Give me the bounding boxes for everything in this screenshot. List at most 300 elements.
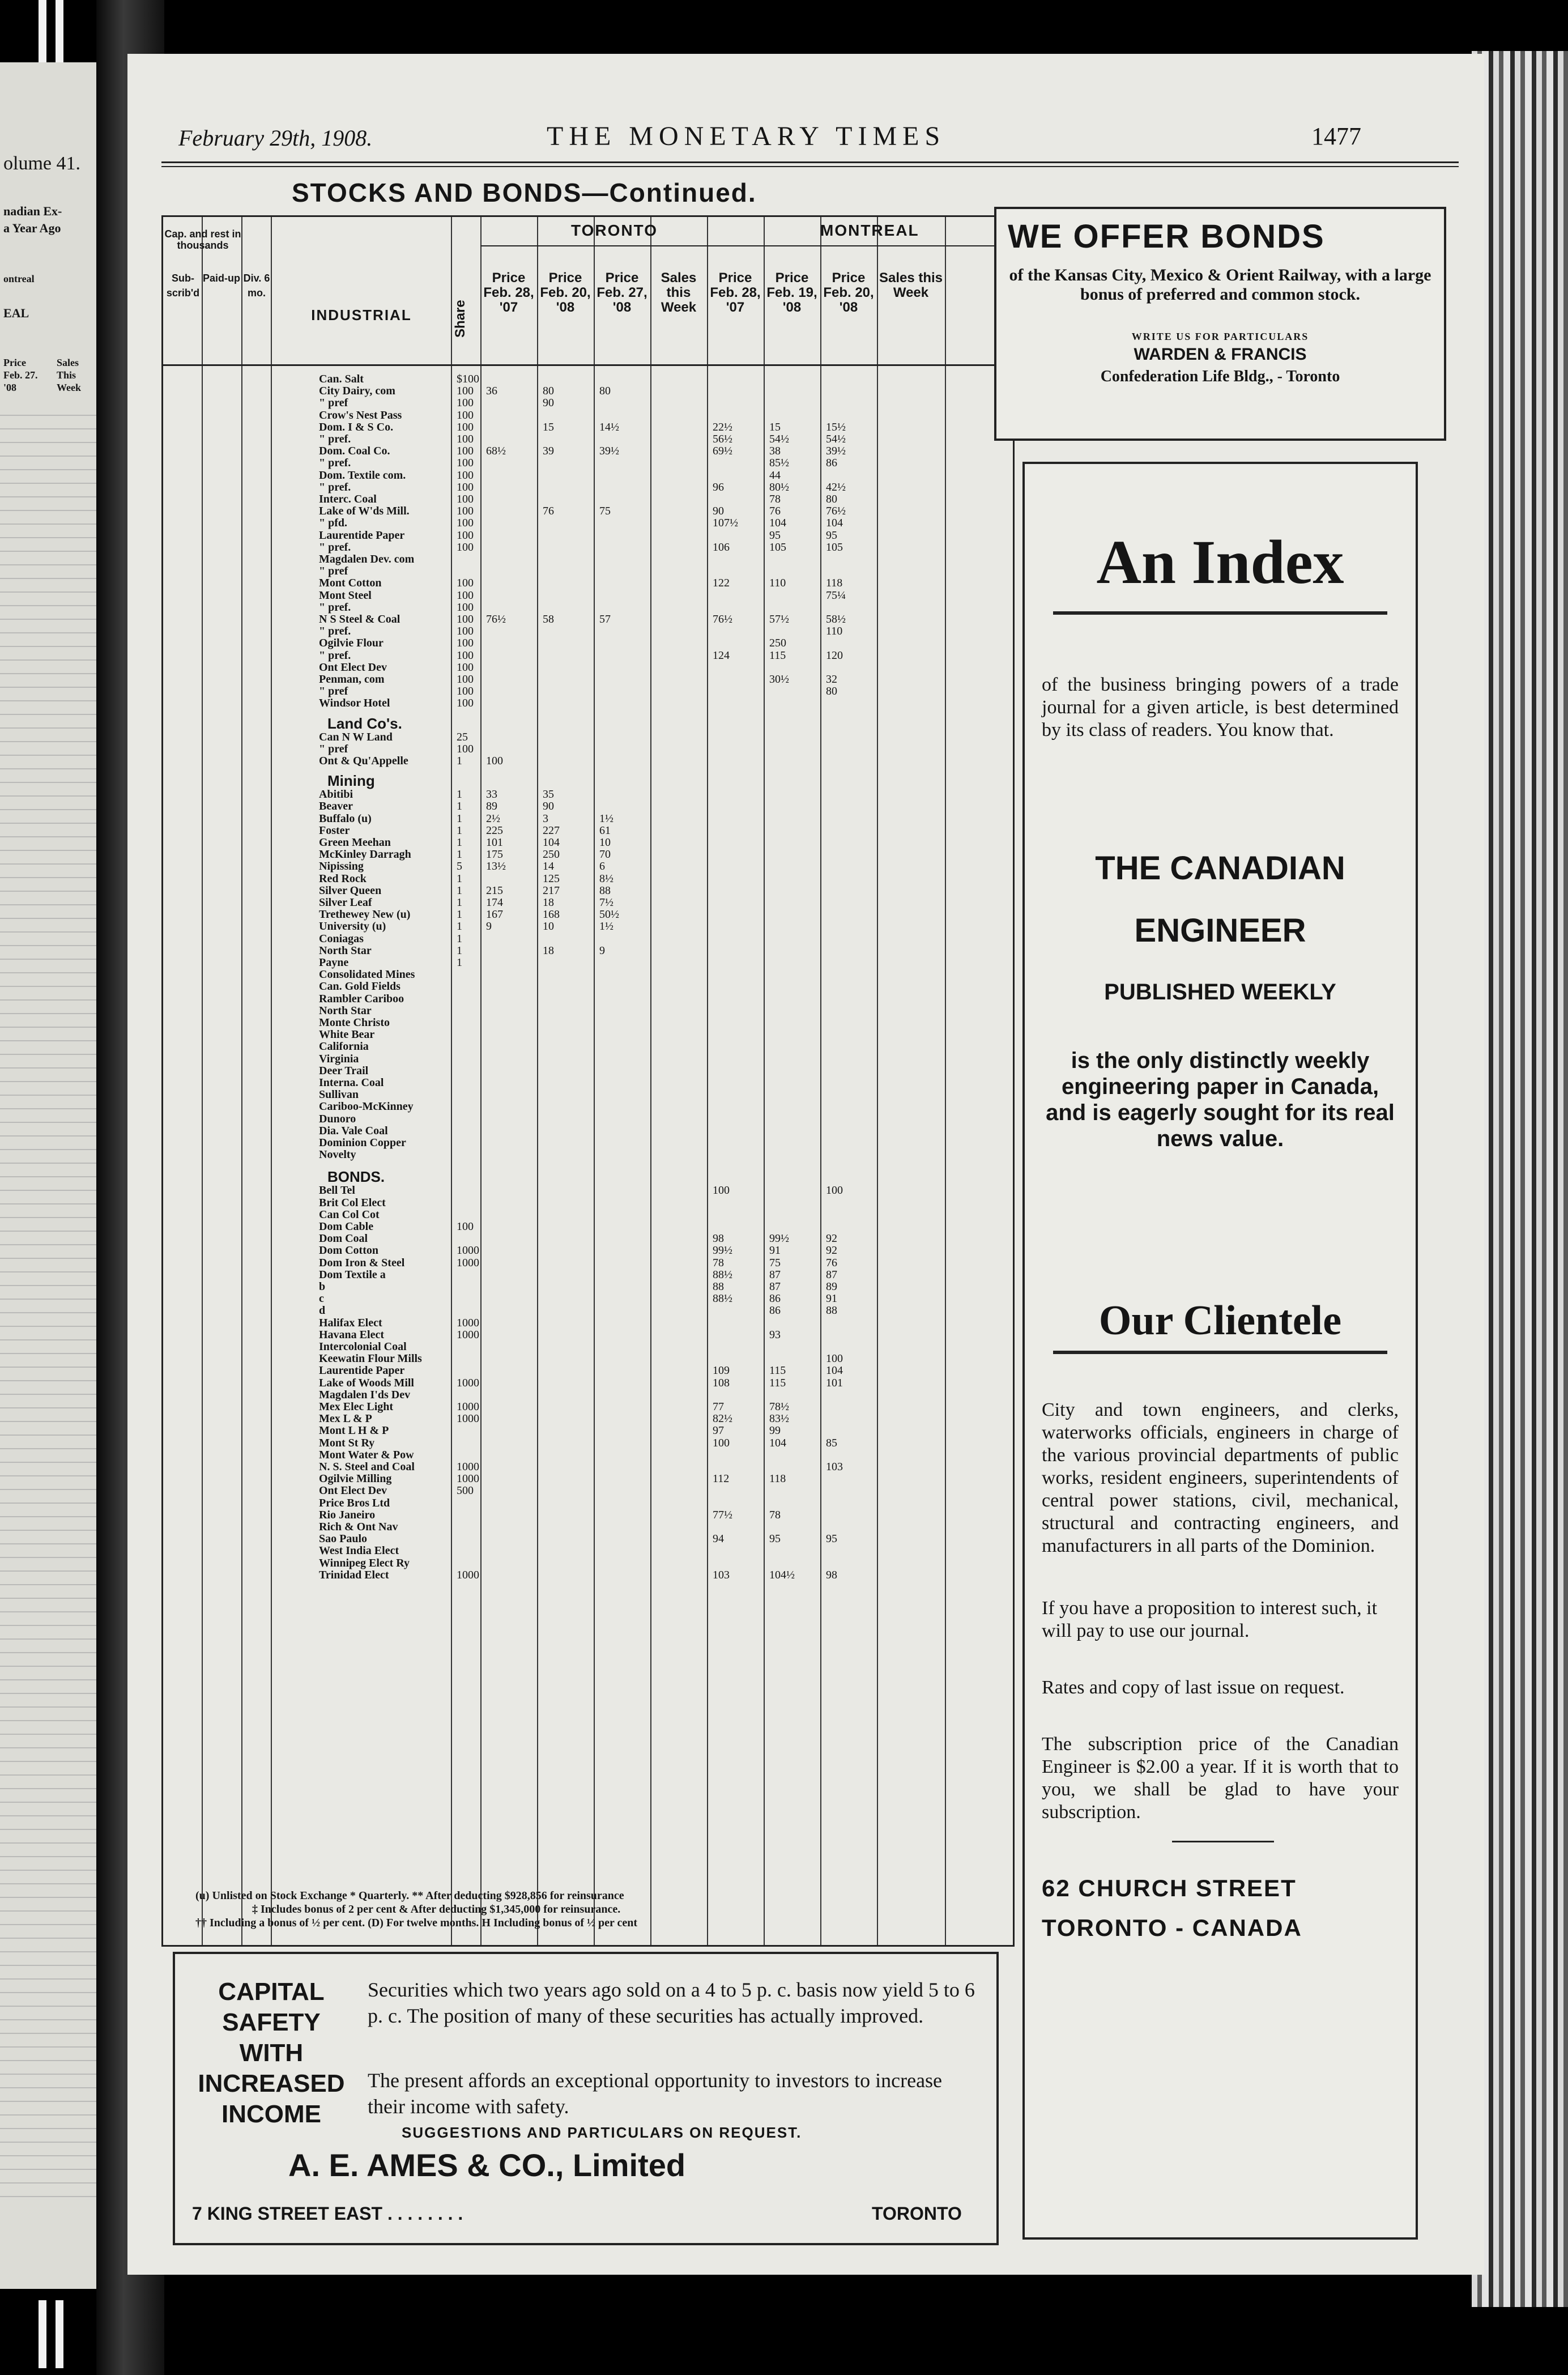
security-name: Interna. Coal [319,1076,384,1089]
price-m3: 54½ [826,433,846,445]
price-t3: 1½ [599,920,613,933]
table-row [163,1437,1013,1449]
engineer-ad-proposition: If you have a proposition to interest such, it will pay to use our journal. [1042,1598,1378,1641]
price-m2: 44 [769,469,781,482]
binding-mark [39,0,46,68]
price-t1: 175 [486,848,503,861]
table-row [163,493,1013,505]
ames-title-line: WITH [239,2039,304,2067]
table-row [163,541,1013,554]
price-t3: 75 [599,505,611,518]
price-t2: 125 [543,872,560,885]
price-t2: 35 [543,788,554,801]
price-m3: 58½ [826,613,846,625]
share-value: 1 [457,908,462,921]
share-value: 100 [457,433,474,445]
price-m1: 90 [713,505,724,518]
share-value: 100 [457,408,474,422]
share-value: 100 [457,577,474,590]
price-m3: 32 [826,673,837,686]
price-t1: 9 [486,920,492,933]
security-name: Dom. I & S Co. [319,420,394,433]
share-value: 100 [457,517,474,530]
table-row [163,872,1013,885]
table-row [163,1040,1013,1053]
table-row [163,1424,1013,1437]
share-value: 1 [457,872,462,885]
rule [1172,1841,1274,1842]
table-row [163,1028,1013,1041]
table-row [163,469,1013,482]
price-m1: 78 [713,1256,724,1269]
price-m2: 104½ [769,1568,795,1581]
price-m3: 100 [826,1352,843,1365]
security-name: Interc. Coal [319,493,377,505]
table-row [163,1076,1013,1089]
price-t3: 9 [599,944,605,957]
left-page-heading: EAL [3,306,29,320]
price-t3: 61 [599,824,611,837]
table-row [163,1484,1013,1497]
price-m3: 120 [826,649,843,662]
price-m1: 77½ [713,1508,732,1521]
price-t3: 14½ [599,420,619,433]
price-m2: 83½ [769,1412,789,1425]
table-row [163,1016,1013,1029]
ames-ad-title [198,1977,345,2130]
table-section-heading: Mining [327,772,375,790]
share-value: 100 [457,493,474,505]
price-m1: 108 [713,1376,730,1389]
security-name: " pref [319,397,348,410]
security-name: Green Meehan [319,836,391,849]
ames-ad-paragraph: Securities which two years ago sold on a 4 to 5 p. c. basis now yield 5 to 6 p. c. The position of many of these securities has actually improved. [368,1978,975,2027]
montreal-group-header: MONTREAL [820,222,919,239]
col-header-industrial: INDUSTRIAL [311,307,412,324]
col-header-toronto-1: Price Feb. 28, '07 [483,270,534,315]
security-name: Lake of Woods Mill [319,1376,414,1389]
security-name: Ont Elect Dev [319,1484,387,1497]
col-header-montreal-3: Price Feb. 20, '08 [823,270,874,315]
left-page-table-lines [0,402,99,2198]
price-m3: 89 [826,1280,837,1293]
engineer-ad-intro: of the business bringing powers of a trade journal for a given article, is best determined by its class of readers. You know that. [1042,674,1399,740]
table-row [163,993,1013,1005]
security-name: Rio Janeiro [319,1508,376,1521]
share-value: 1 [457,920,462,933]
security-name: Keewatin Flour Mills [319,1352,422,1365]
price-t2: 227 [543,824,560,837]
table-row [163,1569,1013,1581]
table-row [163,1364,1013,1377]
share-value: 1000 [457,1412,479,1425]
price-m1: 99½ [713,1244,732,1257]
price-m2: 54½ [769,433,789,445]
engineer-ad-weekly: PUBLISHED WEEKLY [1104,980,1336,1005]
table-row [163,1257,1013,1269]
warden-ad-small-print: WRITE US FOR PARTICULARS [1131,331,1309,342]
security-name: Buffalo (u) [319,812,372,825]
security-name: Windsor Hotel [319,697,390,710]
price-m1: 22½ [713,420,732,433]
table-row [163,1412,1013,1425]
engineer-ad-subscription: The subscription price of the Canadian Engineer is $2.00 a year. If it is worth that to you, we shall be glad to have your subscription. [1042,1734,1399,1823]
ames-ad-paragraph: The present affords an exceptional opportunity to investors to increase their income with safety. [368,2069,943,2118]
price-m3: 80 [826,493,837,505]
share-value: 1000 [457,1568,479,1581]
security-name: " pref. [319,433,351,445]
table-row [163,589,1013,602]
table-row [163,457,1013,469]
price-m2: 30½ [769,673,789,686]
price-t2: 58 [543,613,554,625]
table-row [163,1292,1013,1305]
table-row [163,1472,1013,1485]
price-m3: 98 [826,1568,837,1581]
header-bottom-rule [163,364,1013,366]
price-t3: 57 [599,613,611,625]
share-value: $100 [457,373,479,385]
price-m1: 96 [713,480,724,493]
security-name: " pref [319,565,348,578]
table-row [163,1125,1013,1137]
price-m3: 76 [826,1256,837,1269]
security-name: c [319,1292,324,1305]
security-name: West India Elect [319,1544,399,1557]
security-name: Brit Col Elect [319,1196,386,1209]
share-value: 100 [457,625,474,638]
price-m2: 99½ [769,1232,789,1245]
warden-ad-headline: WE OFFER BONDS [1008,218,1325,255]
table-row [163,836,1013,849]
security-name: Coniagas [319,932,364,945]
price-m3: 118 [826,577,843,590]
security-name: Laurentide Paper [319,1364,405,1377]
table-row [163,743,1013,755]
col-header-montreal-sales: Sales this Week [879,270,943,300]
security-name: Havana Elect [319,1328,384,1341]
price-t2: 18 [543,944,554,957]
table-row [163,1232,1013,1245]
newspaper-page [127,54,1484,2275]
security-name: Mont St Ry [319,1436,375,1449]
price-m3: 95 [826,529,837,542]
ames-advertisement [173,1952,999,2245]
security-name: Cariboo-McKinney [319,1100,414,1113]
price-t2: 80 [543,385,554,398]
security-name: Silver Leaf [319,896,372,909]
col-header-subscribed: Sub-scrib'd [166,273,200,299]
left-page-heading: a Year Ago [3,221,61,235]
stocks-section-title: STOCKS AND BONDS—Continued. [292,178,757,207]
price-t3: 39½ [599,445,619,458]
table-row [163,896,1013,909]
ames-title-line: CAPITAL [218,1978,325,2006]
share-value: 100 [457,469,474,482]
price-m2: 91 [769,1244,781,1257]
table-row [163,1244,1013,1257]
price-t1: 100 [486,755,503,767]
price-m1: 122 [713,577,730,590]
toronto-group-header: TORONTO [571,222,658,239]
price-m2: 95 [769,1533,781,1546]
price-m3: 110 [826,625,843,638]
security-name: " pref. [319,649,351,662]
table-row [163,1317,1013,1329]
price-m3: 42½ [826,480,846,493]
table-row [163,505,1013,517]
footnote: (u) Unlisted on Stock Exchange * Quarterly. ** After deducting $928,856 for reinsurance [195,1889,624,1902]
share-value: 1 [457,755,462,767]
price-m2: 78½ [769,1401,789,1413]
share-value: 1000 [457,1328,479,1341]
share-value: 100 [457,529,474,542]
price-t3: 7½ [599,896,613,909]
price-t3: 6 [599,860,605,873]
price-m3: 92 [826,1244,837,1257]
rule [1053,1351,1387,1354]
security-name: Ont & Qu'Appelle [319,755,408,767]
price-m3: 85 [826,1436,837,1449]
warden-ad-firm: WARDEN & FRANCIS [1134,345,1307,364]
table-row [163,812,1013,825]
table-row [163,625,1013,637]
price-m2: 80½ [769,480,789,493]
price-t2: 10 [543,920,554,933]
warden-ad-address: Confederation Life Bldg., - Toronto [1100,368,1340,385]
security-name: " pref [319,685,348,698]
security-name: Dom. Coal Co. [319,445,390,458]
security-name: University (u) [319,920,386,933]
security-name: b [319,1280,326,1293]
engineer-ad-address: 62 CHURCH STREET [1042,1875,1297,1901]
price-m2: 38 [769,445,781,458]
issue-date: February 29th, 1908. [178,125,373,151]
table-row [163,613,1013,625]
security-name: Mex L & P [319,1412,372,1425]
price-m2: 118 [769,1472,786,1486]
security-name: Nipissing [319,860,364,873]
price-m3: 100 [826,1184,843,1197]
security-name: Ogilvie Flour [319,637,384,650]
price-t3: 8½ [599,872,613,885]
share-value: 100 [457,697,474,710]
table-row [163,385,1013,397]
share-value: 100 [457,661,474,674]
price-m2: 87 [769,1268,781,1281]
engineer-ad-name: ENGINEER [1134,912,1306,949]
security-name: Dom Iron & Steel [319,1256,405,1269]
security-name: Dom. Textile com. [319,469,406,482]
table-section-heading: Land Co's. [327,714,402,732]
header-rule [161,161,1459,163]
ames-firm-name: A. E. AMES & CO., Limited [288,2147,686,2183]
table-row [163,529,1013,542]
price-m2: 104 [769,517,786,530]
col-header-share: Share [453,300,468,338]
table-row [163,1377,1013,1389]
table-row [163,1208,1013,1221]
share-value: 1000 [457,1401,479,1413]
table-row [163,1389,1013,1401]
share-value: 100 [457,613,474,625]
table-row [163,1197,1013,1209]
price-t2: 15 [543,420,554,433]
price-t1: 33 [486,788,497,801]
price-m2: 250 [769,637,786,650]
share-value: 1 [457,788,462,801]
clientele-text: City and town engineers, and clerks, waterworks officials, engineers in charge of the various provincial departments of public works, resident engineers, superintendents of central power stations, civil, mechanical, structural and contracting engineers, and manufacturers in all parts of the Dominion. [1042,1399,1399,1556]
table-row [163,1533,1013,1545]
table-row [163,933,1013,945]
ames-address: 7 KING STREET EAST . . . . . . . . [192,2203,463,2224]
share-value: 5 [457,860,462,873]
price-m3: 76½ [826,505,846,518]
price-t1: 36 [486,385,497,398]
left-page-col-label: This [57,369,76,381]
security-name: North Star [319,944,372,957]
ames-ad-request: SUGGESTIONS AND PARTICULARS ON REQUEST. [402,2124,802,2141]
clientele-title: Our Clientele [1098,1297,1342,1344]
share-value: 100 [457,673,474,686]
share-value: 1 [457,800,462,813]
masthead-title: THE MONETARY TIMES [547,121,946,151]
table-row [163,944,1013,957]
table-row [163,1088,1013,1101]
security-name: Silver Queen [319,884,382,897]
share-value: 100 [457,445,474,458]
share-value: 100 [457,685,474,698]
price-m3: 91 [826,1292,837,1305]
table-row [163,1184,1013,1197]
table-row [163,433,1013,445]
security-name: Dominion Copper [319,1137,406,1149]
price-m1: 88 [713,1280,724,1293]
share-value: 1 [457,944,462,957]
share-value: 100 [457,601,474,614]
security-name: Dom Coal [319,1232,368,1245]
cap-rest-header: Cap. and rest in thousands [164,228,241,251]
price-m1: 98 [713,1232,724,1245]
table-row [163,848,1013,861]
col-header-toronto-sales: Sales this Week [661,270,697,315]
security-name: Trinidad Elect [319,1568,389,1581]
header-rule [161,166,1459,167]
table-row [163,884,1013,897]
left-page-col-label: Price [3,357,26,368]
security-name: Lake of W'ds Mill. [319,505,410,518]
table-row [163,1053,1013,1065]
price-m2: 110 [769,577,786,590]
engineer-ad-address: TORONTO - CANADA [1042,1914,1302,1941]
table-row [163,788,1013,801]
security-name: Laurentide Paper [319,529,405,542]
price-m2: 104 [769,1436,786,1449]
warden-francis-advertisement [994,207,1446,441]
price-m2: 115 [769,1376,786,1389]
security-name: " pref. [319,601,351,614]
share-value: 1 [457,836,462,849]
table-row [163,755,1013,767]
price-m3: 101 [826,1376,843,1389]
security-name: Can. Salt [319,373,364,385]
share-value: 1000 [457,1461,479,1473]
security-name: Beaver [319,800,353,813]
engineer-ad-name: THE CANADIAN [1095,850,1345,887]
security-name: California [319,1040,369,1053]
table-row [163,1148,1013,1161]
price-t1: 225 [486,824,503,837]
table-row [163,1352,1013,1365]
engineer-ad-title: An Index [1096,527,1344,597]
security-name: Winnipeg Elect Ry [319,1556,410,1569]
security-name: Mont Water & Pow [319,1448,414,1461]
table-row [163,565,1013,577]
table-row [163,1005,1013,1017]
binding-mark [56,0,63,68]
price-m2: 99 [769,1424,781,1437]
left-page-col-label: Week [57,382,81,393]
security-name: Monte Christo [319,1016,390,1029]
price-m3: 87 [826,1268,837,1281]
price-t2: 250 [543,848,560,861]
table-row [163,920,1013,933]
price-m3: 88 [826,1304,837,1317]
left-page-col-label: '08 [3,382,17,393]
price-t1: 13½ [486,860,506,873]
engineer-ad-rates: Rates and copy of last issue on request. [1042,1677,1345,1698]
security-name: McKinley Darragh [319,848,411,861]
price-m2: 78 [769,1508,781,1521]
footnote: †† Including a bonus of ½ per cent. (D) For twelve months. H Including bonus of ½ per cent [195,1917,638,1929]
security-name: Dom Cotton [319,1244,378,1257]
share-value: 1 [457,884,462,897]
security-name: " pref. [319,480,351,493]
left-page-heading: nadian Ex- [3,204,62,218]
warden-ad-body: of the Kansas City, Mexico & Orient Railway, with a large bonus of preferred and common stock. [1009,266,1431,304]
left-page-volume: olume 41. [3,153,80,174]
share-value: 1 [457,824,462,837]
price-t2: 14 [543,860,554,873]
col-header-montreal-2: Price Feb. 19, '08 [766,270,817,315]
price-m2: 85½ [769,457,789,470]
security-name: Rambler Cariboo [319,992,404,1005]
share-value: 1000 [457,1256,479,1269]
price-t3: 1½ [599,812,613,825]
share-value: 1 [457,812,462,825]
price-t1: 215 [486,884,503,897]
security-name: Novelty [319,1148,356,1161]
price-m1: 88½ [713,1268,732,1281]
price-m2: 75 [769,1256,781,1269]
price-m3: 104 [826,1364,843,1377]
table-row [163,1401,1013,1413]
table-row [163,1329,1013,1341]
table-row [163,968,1013,981]
security-name: Abitibi [319,788,353,801]
table-row [163,649,1013,662]
table-row [163,421,1013,433]
share-value: 1000 [457,1316,479,1329]
ames-title-line: SAFETY [222,2008,321,2036]
price-t3: 50½ [599,908,619,921]
security-name: Red Rock [319,872,367,885]
share-value: 100 [457,420,474,433]
price-t1: 76½ [486,613,506,625]
table-row [163,577,1013,589]
share-value: 100 [457,589,474,602]
security-name: Dunoro [319,1112,356,1125]
